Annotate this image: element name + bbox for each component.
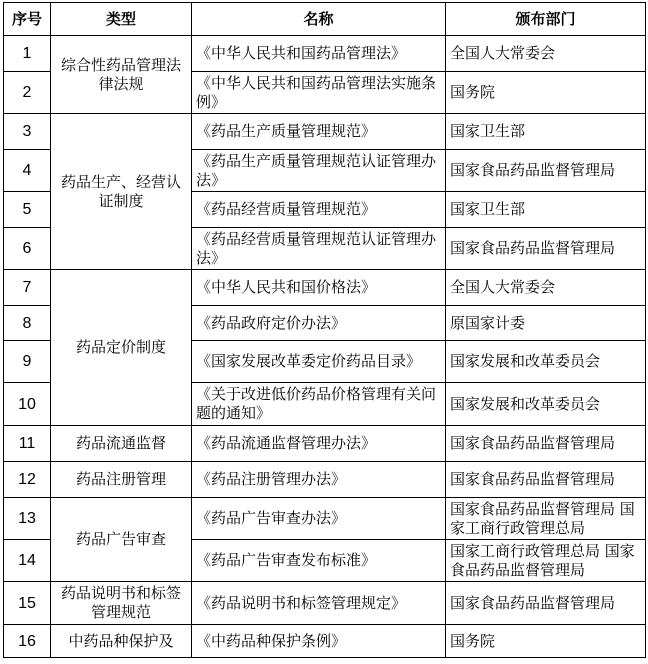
row-dept: 国家卫生部 bbox=[446, 192, 646, 228]
header-row bbox=[4, 3, 646, 36]
row-name: 《国家发展改革委定价药品目录》 bbox=[192, 341, 446, 383]
row-seq: 14 bbox=[4, 540, 51, 582]
header-name: 名称 bbox=[192, 3, 446, 36]
row-dept: 国家食品药品监督管理局 bbox=[446, 462, 646, 498]
row-name: 《药品流通监督管理办法》 bbox=[192, 426, 446, 462]
row-seq: 9 bbox=[4, 341, 51, 383]
row-dept: 国家工商行政管理总局 国家食品药品监督管理局 bbox=[446, 540, 646, 582]
row-category: 中药品种保护及 bbox=[51, 625, 192, 658]
row-name: 《药品注册管理办法》 bbox=[192, 462, 446, 498]
row-dept: 全国人大常委会 bbox=[446, 270, 646, 306]
row-category: 药品说明书和标签管理规范 bbox=[51, 582, 192, 625]
row-dept: 国家卫生部 bbox=[446, 114, 646, 150]
row-seq: 4 bbox=[4, 150, 51, 192]
table-row bbox=[4, 36, 646, 72]
row-dept: 国家发展和改革委员会 bbox=[446, 341, 646, 383]
row-name: 《药品政府定价办法》 bbox=[192, 306, 446, 341]
row-name: 《中药品种保护条例》 bbox=[192, 625, 446, 658]
row-seq: 2 bbox=[4, 72, 51, 114]
table-row bbox=[4, 462, 646, 498]
row-seq: 12 bbox=[4, 462, 51, 498]
row-seq: 15 bbox=[4, 582, 51, 625]
row-seq: 16 bbox=[4, 625, 51, 658]
table-row bbox=[4, 498, 646, 540]
row-name: 《中华人民共和国药品管理法》 bbox=[192, 36, 446, 72]
row-dept: 国家食品药品监督管理局 bbox=[446, 582, 646, 625]
header-dept: 颁布部门 bbox=[446, 3, 646, 36]
row-dept: 国家食品药品监督管理局 国家工商行政管理总局 bbox=[446, 498, 646, 540]
row-name: 《中华人民共和国药品管理法实施条例》 bbox=[192, 72, 446, 114]
row-dept: 国家食品药品监督管理局 bbox=[446, 228, 646, 270]
row-seq: 7 bbox=[4, 270, 51, 306]
row-name: 《药品经营质量管理规范》 bbox=[192, 192, 446, 228]
row-seq: 10 bbox=[4, 383, 51, 426]
row-dept: 国务院 bbox=[446, 72, 646, 114]
row-category: 综合性药品管理法律法规 bbox=[51, 36, 192, 114]
row-name: 《药品生产质量管理规范》 bbox=[192, 114, 446, 150]
row-seq: 1 bbox=[4, 36, 51, 72]
row-dept: 原国家计委 bbox=[446, 306, 646, 341]
table-row bbox=[4, 426, 646, 462]
row-category: 药品生产、经营认证制度 bbox=[51, 114, 192, 270]
row-category: 药品定价制度 bbox=[51, 270, 192, 426]
row-seq: 11 bbox=[4, 426, 51, 462]
table-row bbox=[4, 270, 646, 306]
row-name: 《药品生产质量管理规范认证管理办法》 bbox=[192, 150, 446, 192]
row-dept: 国家发展和改革委员会 bbox=[446, 383, 646, 426]
row-seq: 6 bbox=[4, 228, 51, 270]
row-dept: 全国人大常委会 bbox=[446, 36, 646, 72]
row-category: 药品流通监督 bbox=[51, 426, 192, 462]
table-row bbox=[4, 625, 646, 658]
row-dept: 国家食品药品监督管理局 bbox=[446, 150, 646, 192]
row-seq: 3 bbox=[4, 114, 51, 150]
table-row bbox=[4, 582, 646, 625]
header-seq: 序号 bbox=[4, 3, 51, 36]
row-category: 药品广告审查 bbox=[51, 498, 192, 582]
row-name: 《药品广告审查发布标准》 bbox=[192, 540, 446, 582]
row-name: 《药品广告审查办法》 bbox=[192, 498, 446, 540]
regulations-table bbox=[3, 2, 646, 658]
row-category: 药品注册管理 bbox=[51, 462, 192, 498]
row-dept: 国务院 bbox=[446, 625, 646, 658]
table-row bbox=[4, 114, 646, 150]
row-seq: 5 bbox=[4, 192, 51, 228]
row-name: 《关于改进低价药品价格管理有关问题的通知》 bbox=[192, 383, 446, 426]
row-name: 《药品说明书和标签管理规定》 bbox=[192, 582, 446, 625]
row-name: 《中华人民共和国价格法》 bbox=[192, 270, 446, 306]
row-dept: 国家食品药品监督管理局 bbox=[446, 426, 646, 462]
row-name: 《药品经营质量管理规范认证管理办法》 bbox=[192, 228, 446, 270]
row-seq: 13 bbox=[4, 498, 51, 540]
row-seq: 8 bbox=[4, 306, 51, 341]
header-type: 类型 bbox=[51, 3, 192, 36]
